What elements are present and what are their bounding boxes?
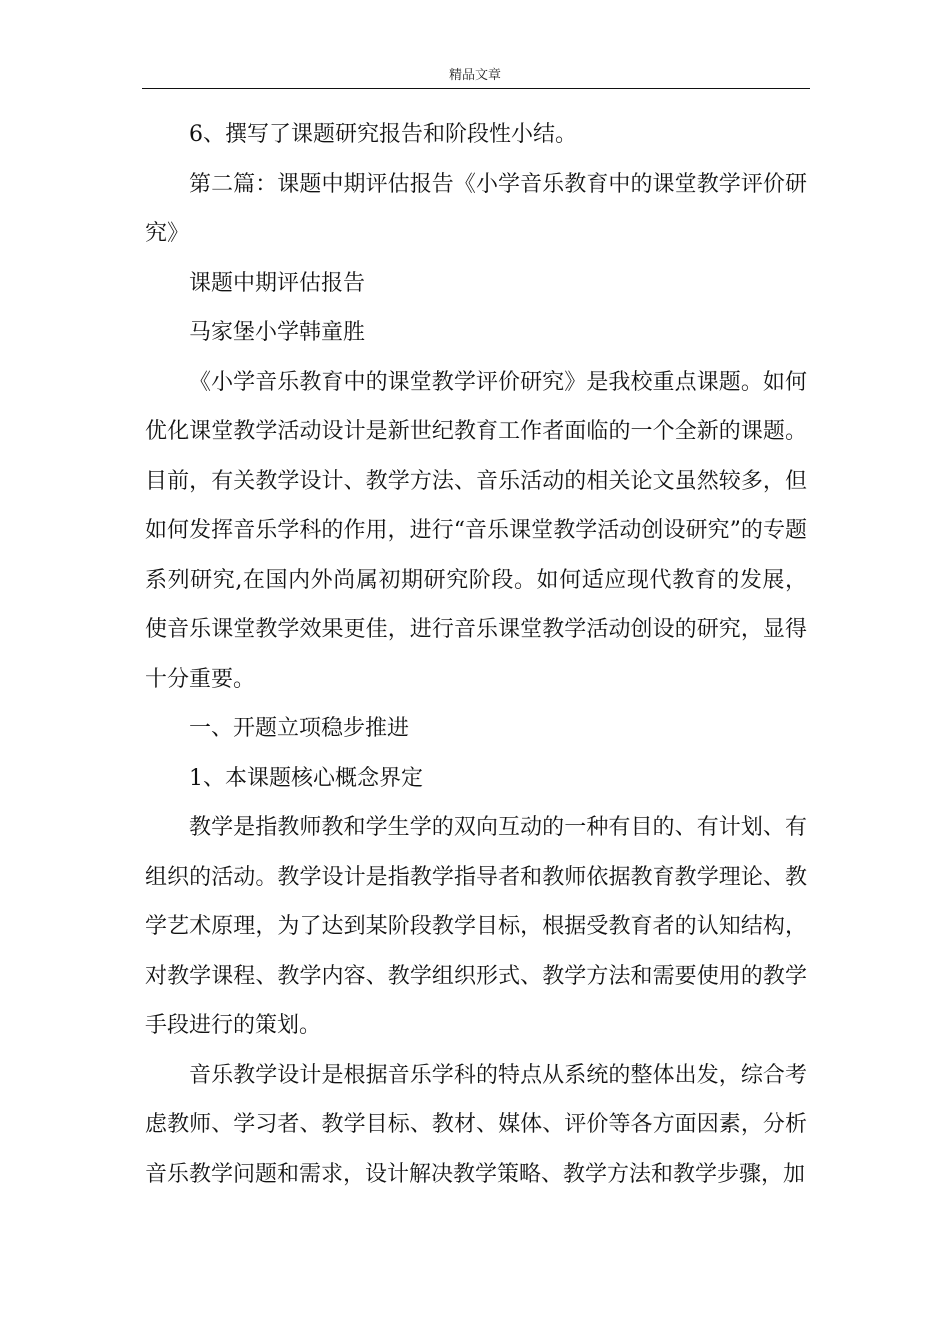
paragraph-summary-item: 6、撰写了课题研究报告和阶段性小结。 (189, 122, 577, 147)
header-divider (142, 88, 810, 89)
paragraph-section-heading: 一、开题立项稳步推进 (189, 716, 410, 741)
paragraph-article-title: 第二篇：课题中期评估报告《小学音乐教育中的课堂教学评价研究》 (145, 171, 807, 246)
paragraph-report-title: 课题中期评估报告 (189, 270, 366, 296)
paragraph-subsection-heading: 1、本课题核心概念界定 (189, 765, 423, 791)
paragraph-author: 马家堡小学韩童胜 (189, 320, 366, 345)
page-header-title: 精品文章 (448, 68, 501, 83)
paragraph-music-design-definition: 音乐教学设计是根据音乐学科的特点从系统的整体出发，综合考虑教师、学习者、教学目标、教材、媒体、评价等各方面因素，分析音乐教学问题和需求，设计解决教学策略、教学方法和教学步骤，加 (145, 1062, 807, 1187)
document-body (145, 110, 807, 1199)
paragraph-teaching-definition: 教学是指教师教和学生学的双向互动的一种有目的、有计划、有组织的活动。教学设计是指教学指导者和教师依据教育教学理论、教学艺术原理，为了达到某阶段教学目标，根据受教育者的认知结构，对教学课程、教学内容、教学组织形式、教学方法和需要使用的教学手段进行的策划。 (145, 815, 807, 1038)
paragraph-intro: 《小学音乐教育中的课堂教学评价研究》是我校重点课题。如何优化课堂教学活动设计是新世纪教育工作者面临的一个全新的课题。目前，有关教学设计、教学方法、音乐活动的相关论文虽然较多，但如何发挥音乐学科的作用，进行“音乐课堂教学活动创设研究”的专题系列研究,在国内外尚属初期研究阶段。如何适应现代教育的发展，使音乐课堂教学效果更佳，进行音乐课堂教学活动创设的研究，显得十分重要。 (145, 369, 807, 692)
